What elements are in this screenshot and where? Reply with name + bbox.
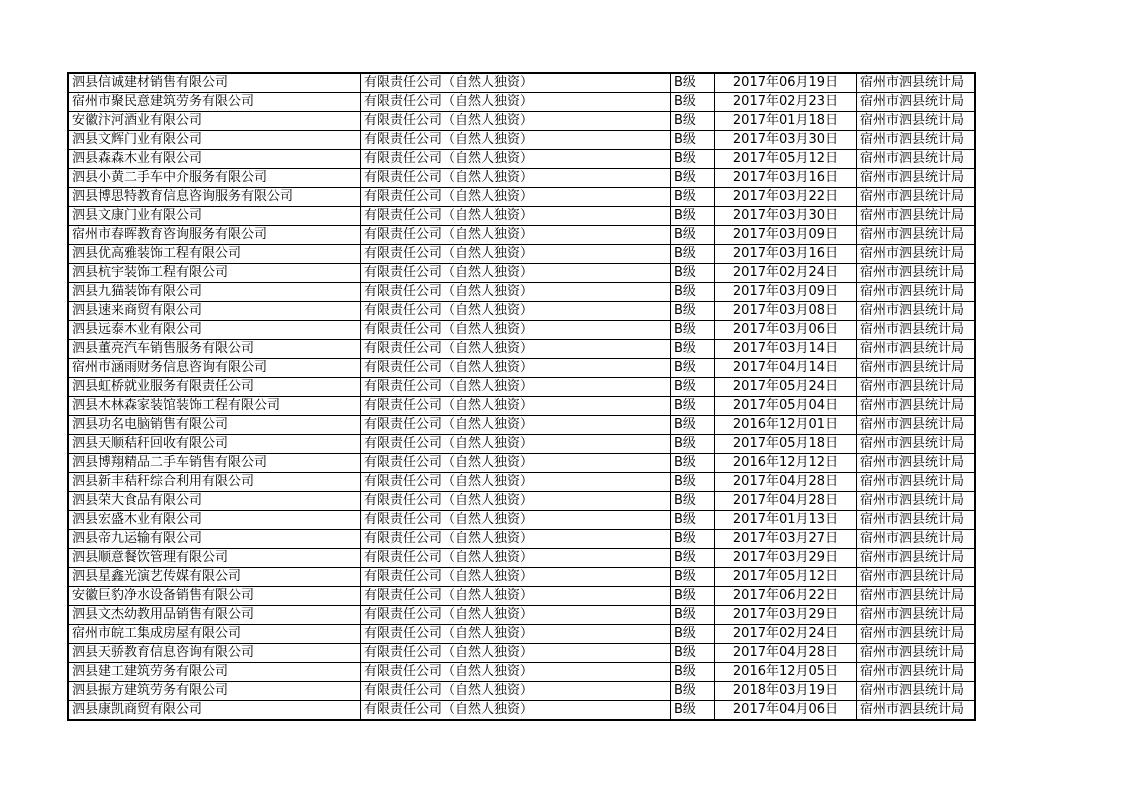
authority-cell: 宿州市泗县统计局	[857, 606, 976, 625]
grade-cell: B级	[671, 359, 715, 378]
company-type-cell: 有限责任公司（自然人独资）	[361, 321, 671, 340]
authority-cell: 宿州市泗县统计局	[857, 150, 976, 169]
company-type-cell: 有限责任公司（自然人独资）	[361, 397, 671, 416]
grade-cell: B级	[671, 701, 715, 721]
table-row	[68, 644, 975, 663]
company-type-cell: 有限责任公司（自然人独资）	[361, 188, 671, 207]
table-row	[68, 112, 975, 131]
company-type-cell: 有限责任公司（自然人独资）	[361, 416, 671, 435]
grade-cell: B级	[671, 625, 715, 644]
table-row	[68, 321, 975, 340]
grade-cell: B级	[671, 416, 715, 435]
company-type-cell: 有限责任公司（自然人独资）	[361, 359, 671, 378]
table-row	[68, 340, 975, 359]
table-row	[68, 359, 975, 378]
date-cell: 2017年04月28日	[715, 492, 857, 511]
date-cell: 2016年12月01日	[715, 416, 857, 435]
company-name-cell: 泗县速来商贸有限公司	[68, 302, 361, 321]
authority-cell: 宿州市泗县统计局	[857, 473, 976, 492]
company-name-cell: 泗县九猫装饰有限公司	[68, 283, 361, 302]
table-row	[68, 587, 975, 606]
date-cell: 2017年03月29日	[715, 549, 857, 568]
company-type-cell: 有限责任公司（自然人独资）	[361, 226, 671, 245]
company-type-cell: 有限责任公司（自然人独资）	[361, 701, 671, 721]
company-name-cell: 泗县荣大食品有限公司	[68, 492, 361, 511]
date-cell: 2018年03月19日	[715, 682, 857, 701]
table-row	[68, 625, 975, 644]
company-name-cell: 宿州市皖工集成房屋有限公司	[68, 625, 361, 644]
authority-cell: 宿州市泗县统计局	[857, 644, 976, 663]
date-cell: 2017年02月24日	[715, 625, 857, 644]
authority-cell: 宿州市泗县统计局	[857, 321, 976, 340]
grade-cell: B级	[671, 473, 715, 492]
company-type-cell: 有限责任公司（自然人独资）	[361, 340, 671, 359]
company-type-cell: 有限责任公司（自然人独资）	[361, 587, 671, 606]
date-cell: 2017年03月29日	[715, 606, 857, 625]
grade-cell: B级	[671, 73, 715, 93]
table-row	[68, 169, 975, 188]
table-row	[68, 226, 975, 245]
grade-cell: B级	[671, 435, 715, 454]
company-name-cell: 泗县建工建筑劳务有限公司	[68, 663, 361, 682]
date-cell: 2017年03月22日	[715, 188, 857, 207]
grade-cell: B级	[671, 150, 715, 169]
table-row	[68, 150, 975, 169]
company-name-cell: 泗县帝九运输有限公司	[68, 530, 361, 549]
company-name-cell: 泗县天骄教育信息咨询有限公司	[68, 644, 361, 663]
company-type-cell: 有限责任公司（自然人独资）	[361, 473, 671, 492]
authority-cell: 宿州市泗县统计局	[857, 511, 976, 530]
grade-cell: B级	[671, 283, 715, 302]
date-cell: 2017年02月24日	[715, 264, 857, 283]
date-cell: 2017年01月18日	[715, 112, 857, 131]
date-cell: 2016年12月12日	[715, 454, 857, 473]
company-type-cell: 有限责任公司（自然人独资）	[361, 644, 671, 663]
company-name-cell: 泗县文康门业有限公司	[68, 207, 361, 226]
table-row	[68, 264, 975, 283]
authority-cell: 宿州市泗县统计局	[857, 682, 976, 701]
grade-cell: B级	[671, 169, 715, 188]
table-row	[68, 663, 975, 682]
date-cell: 2017年06月22日	[715, 587, 857, 606]
date-cell: 2017年05月12日	[715, 568, 857, 587]
date-cell: 2017年05月24日	[715, 378, 857, 397]
table-row	[68, 188, 975, 207]
authority-cell: 宿州市泗县统计局	[857, 73, 976, 93]
company-type-cell: 有限责任公司（自然人独资）	[361, 625, 671, 644]
grade-cell: B级	[671, 606, 715, 625]
grade-cell: B级	[671, 454, 715, 473]
company-name-cell: 泗县新丰秸秆综合利用有限公司	[68, 473, 361, 492]
grade-cell: B级	[671, 492, 715, 511]
authority-cell: 宿州市泗县统计局	[857, 587, 976, 606]
company-type-cell: 有限责任公司（自然人独资）	[361, 169, 671, 188]
date-cell: 2017年04月06日	[715, 701, 857, 721]
authority-cell: 宿州市泗县统计局	[857, 416, 976, 435]
date-cell: 2017年02月23日	[715, 93, 857, 112]
table-row	[68, 378, 975, 397]
company-type-cell: 有限责任公司（自然人独资）	[361, 93, 671, 112]
grade-cell: B级	[671, 397, 715, 416]
authority-cell: 宿州市泗县统计局	[857, 93, 976, 112]
spreadsheet-page	[67, 72, 976, 721]
date-cell: 2017年03月09日	[715, 283, 857, 302]
authority-cell: 宿州市泗县统计局	[857, 663, 976, 682]
authority-cell: 宿州市泗县统计局	[857, 245, 976, 264]
table-row	[68, 473, 975, 492]
company-name-cell: 泗县虹桥就业服务有限责任公司	[68, 378, 361, 397]
date-cell: 2017年05月04日	[715, 397, 857, 416]
date-cell: 2017年05月18日	[715, 435, 857, 454]
company-type-cell: 有限责任公司（自然人独资）	[361, 150, 671, 169]
table-row	[68, 283, 975, 302]
table-row	[68, 549, 975, 568]
company-type-cell: 有限责任公司（自然人独资）	[361, 245, 671, 264]
company-type-cell: 有限责任公司（自然人独资）	[361, 131, 671, 150]
company-name-cell: 泗县杭宇装饰工程有限公司	[68, 264, 361, 283]
date-cell: 2017年03月16日	[715, 169, 857, 188]
company-type-cell: 有限责任公司（自然人独资）	[361, 112, 671, 131]
company-name-cell: 泗县木林森家装馆装饰工程有限公司	[68, 397, 361, 416]
company-type-cell: 有限责任公司（自然人独资）	[361, 207, 671, 226]
table-row	[68, 530, 975, 549]
company-name-cell: 泗县天顺秸秆回收有限公司	[68, 435, 361, 454]
table-row	[68, 701, 975, 721]
grade-cell: B级	[671, 340, 715, 359]
table-row	[68, 435, 975, 454]
date-cell: 2017年03月14日	[715, 340, 857, 359]
grade-cell: B级	[671, 682, 715, 701]
company-type-cell: 有限责任公司（自然人独资）	[361, 264, 671, 283]
grade-cell: B级	[671, 93, 715, 112]
authority-cell: 宿州市泗县统计局	[857, 283, 976, 302]
table-row	[68, 492, 975, 511]
company-type-cell: 有限责任公司（自然人独资）	[361, 549, 671, 568]
company-type-cell: 有限责任公司（自然人独资）	[361, 435, 671, 454]
company-name-cell: 宿州市涵雨财务信息咨询有限公司	[68, 359, 361, 378]
grade-cell: B级	[671, 112, 715, 131]
authority-cell: 宿州市泗县统计局	[857, 169, 976, 188]
company-type-cell: 有限责任公司（自然人独资）	[361, 454, 671, 473]
company-name-cell: 宿州市春晖教育咨询服务有限公司	[68, 226, 361, 245]
company-type-cell: 有限责任公司（自然人独资）	[361, 663, 671, 682]
authority-cell: 宿州市泗县统计局	[857, 302, 976, 321]
company-type-cell: 有限责任公司（自然人独资）	[361, 492, 671, 511]
authority-cell: 宿州市泗县统计局	[857, 207, 976, 226]
company-name-cell: 泗县远泰木业有限公司	[68, 321, 361, 340]
company-name-cell: 泗县顺意餐饮管理有限公司	[68, 549, 361, 568]
authority-cell: 宿州市泗县统计局	[857, 568, 976, 587]
table-row	[68, 207, 975, 226]
table-row	[68, 73, 975, 93]
table-row	[68, 302, 975, 321]
authority-cell: 宿州市泗县统计局	[857, 378, 976, 397]
company-type-cell: 有限责任公司（自然人独资）	[361, 378, 671, 397]
company-name-cell: 宿州市聚民意建筑劳务有限公司	[68, 93, 361, 112]
company-type-cell: 有限责任公司（自然人独资）	[361, 682, 671, 701]
authority-cell: 宿州市泗县统计局	[857, 435, 976, 454]
company-name-cell: 泗县优高雅装饰工程有限公司	[68, 245, 361, 264]
grade-cell: B级	[671, 188, 715, 207]
authority-cell: 宿州市泗县统计局	[857, 701, 976, 721]
table-row	[68, 397, 975, 416]
table-row	[68, 416, 975, 435]
company-name-cell: 泗县文杰幼教用品销售有限公司	[68, 606, 361, 625]
grade-cell: B级	[671, 207, 715, 226]
date-cell: 2017年03月27日	[715, 530, 857, 549]
authority-cell: 宿州市泗县统计局	[857, 226, 976, 245]
grade-cell: B级	[671, 245, 715, 264]
authority-cell: 宿州市泗县统计局	[857, 340, 976, 359]
company-name-cell: 泗县博翔精品二手车销售有限公司	[68, 454, 361, 473]
grade-cell: B级	[671, 663, 715, 682]
table-row	[68, 245, 975, 264]
date-cell: 2017年03月30日	[715, 131, 857, 150]
authority-cell: 宿州市泗县统计局	[857, 397, 976, 416]
date-cell: 2017年06月19日	[715, 73, 857, 93]
table-row	[68, 93, 975, 112]
grade-cell: B级	[671, 131, 715, 150]
table-body	[68, 73, 975, 720]
company-name-cell: 泗县博思特教育信息咨询服务有限公司	[68, 188, 361, 207]
date-cell: 2017年05月12日	[715, 150, 857, 169]
company-name-cell: 泗县功名电脑销售有限公司	[68, 416, 361, 435]
table-row	[68, 682, 975, 701]
grade-cell: B级	[671, 587, 715, 606]
authority-cell: 宿州市泗县统计局	[857, 359, 976, 378]
authority-cell: 宿州市泗县统计局	[857, 188, 976, 207]
grade-cell: B级	[671, 568, 715, 587]
company-name-cell: 泗县宏盛木业有限公司	[68, 511, 361, 530]
grade-cell: B级	[671, 321, 715, 340]
date-cell: 2017年01月13日	[715, 511, 857, 530]
table-row	[68, 131, 975, 150]
date-cell: 2017年03月06日	[715, 321, 857, 340]
table-row	[68, 606, 975, 625]
date-cell: 2017年03月09日	[715, 226, 857, 245]
grade-cell: B级	[671, 530, 715, 549]
company-type-cell: 有限责任公司（自然人独资）	[361, 511, 671, 530]
authority-cell: 宿州市泗县统计局	[857, 492, 976, 511]
company-name-cell: 泗县星鑫光演艺传媒有限公司	[68, 568, 361, 587]
grade-cell: B级	[671, 302, 715, 321]
company-type-cell: 有限责任公司（自然人独资）	[361, 73, 671, 93]
company-name-cell: 泗县康凯商贸有限公司	[68, 701, 361, 721]
date-cell: 2017年04月28日	[715, 473, 857, 492]
company-type-cell: 有限责任公司（自然人独资）	[361, 606, 671, 625]
date-cell: 2017年03月16日	[715, 245, 857, 264]
company-name-cell: 泗县小黄二手车中介服务有限公司	[68, 169, 361, 188]
company-name-cell: 安徽巨豹净水设备销售有限公司	[68, 587, 361, 606]
company-type-cell: 有限责任公司（自然人独资）	[361, 530, 671, 549]
date-cell: 2017年03月08日	[715, 302, 857, 321]
grade-cell: B级	[671, 378, 715, 397]
company-type-cell: 有限责任公司（自然人独资）	[361, 283, 671, 302]
date-cell: 2017年03月30日	[715, 207, 857, 226]
table-row	[68, 511, 975, 530]
company-name-cell: 泗县文辉门业有限公司	[68, 131, 361, 150]
company-rating-table	[67, 72, 976, 721]
company-name-cell: 泗县振方建筑劳务有限公司	[68, 682, 361, 701]
date-cell: 2016年12月05日	[715, 663, 857, 682]
authority-cell: 宿州市泗县统计局	[857, 131, 976, 150]
grade-cell: B级	[671, 644, 715, 663]
company-type-cell: 有限责任公司（自然人独资）	[361, 302, 671, 321]
company-name-cell: 安徽汴河酒业有限公司	[68, 112, 361, 131]
date-cell: 2017年04月14日	[715, 359, 857, 378]
authority-cell: 宿州市泗县统计局	[857, 530, 976, 549]
authority-cell: 宿州市泗县统计局	[857, 112, 976, 131]
company-name-cell: 泗县董亮汽车销售服务有限公司	[68, 340, 361, 359]
grade-cell: B级	[671, 264, 715, 283]
company-type-cell: 有限责任公司（自然人独资）	[361, 568, 671, 587]
date-cell: 2017年04月28日	[715, 644, 857, 663]
authority-cell: 宿州市泗县统计局	[857, 454, 976, 473]
grade-cell: B级	[671, 549, 715, 568]
grade-cell: B级	[671, 226, 715, 245]
grade-cell: B级	[671, 511, 715, 530]
company-name-cell: 泗县信诚建材销售有限公司	[68, 73, 361, 93]
table-row	[68, 454, 975, 473]
table-row	[68, 568, 975, 587]
authority-cell: 宿州市泗县统计局	[857, 549, 976, 568]
authority-cell: 宿州市泗县统计局	[857, 264, 976, 283]
authority-cell: 宿州市泗县统计局	[857, 625, 976, 644]
company-name-cell: 泗县森森木业有限公司	[68, 150, 361, 169]
